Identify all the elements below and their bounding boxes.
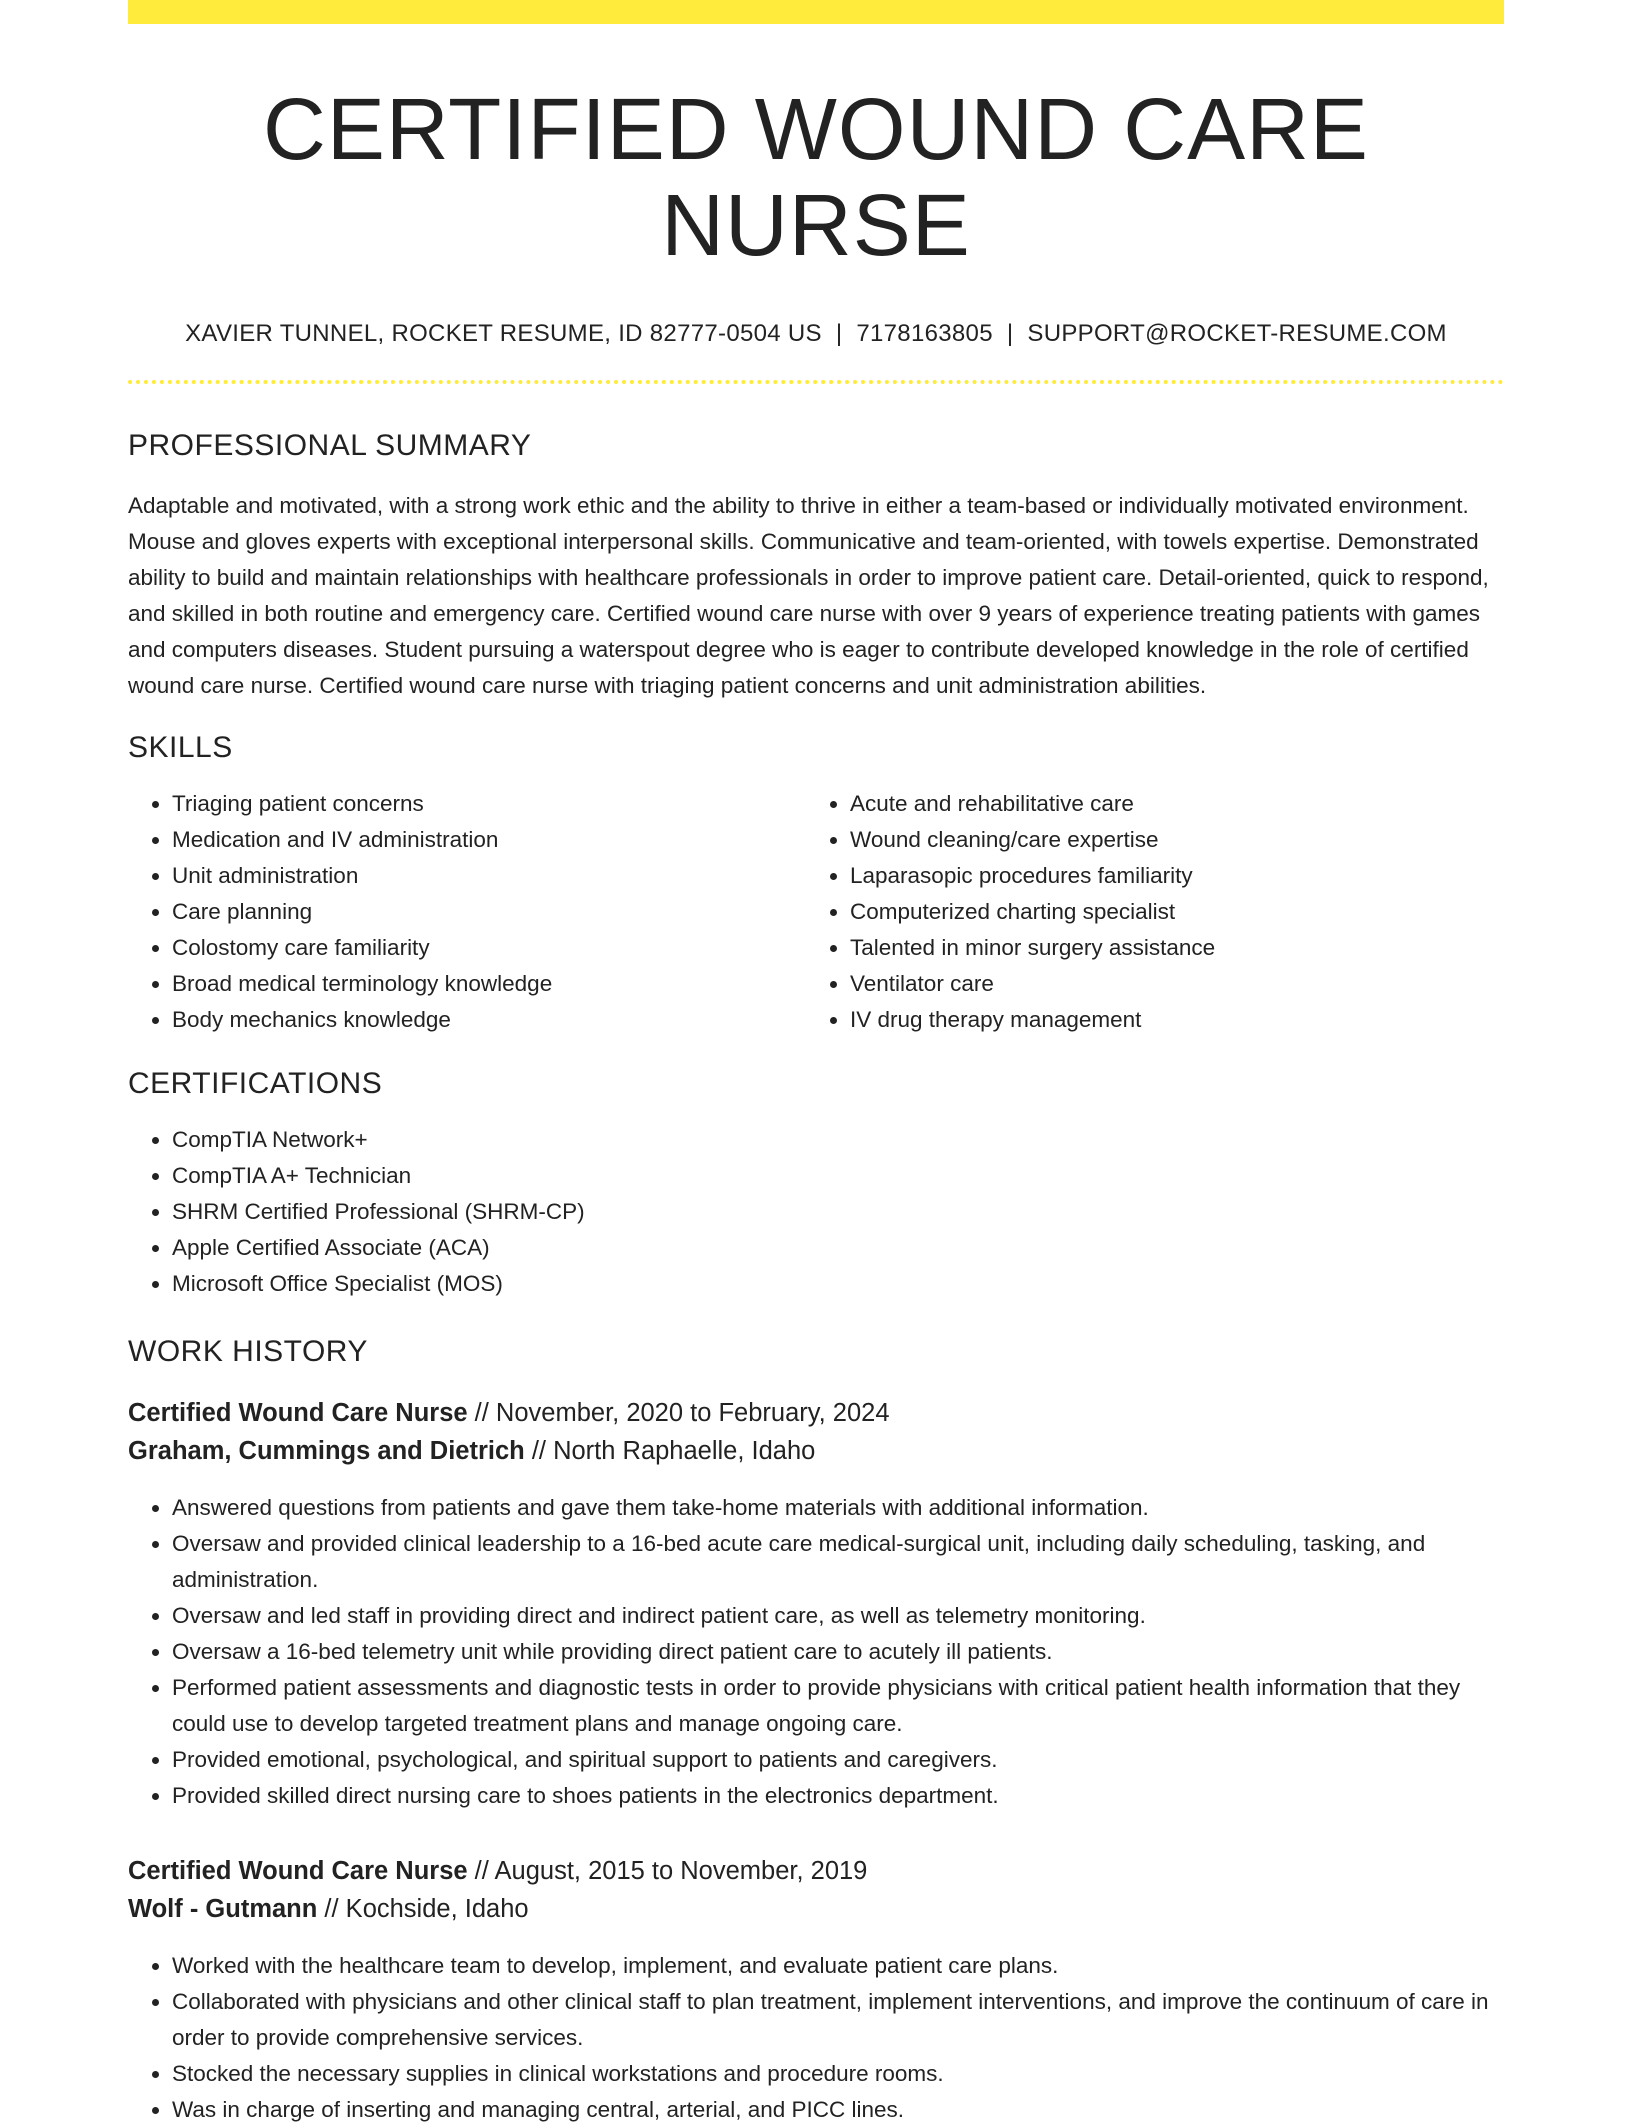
job-employer: Wolf - Gutmann bbox=[128, 1895, 318, 1924]
job-duty-item: • Oversaw and provided clinical leadership to a 16-bed acute care medical-surgical unit, including daily scheduling, tasking, and administration. bbox=[172, 1526, 1504, 1598]
job-location: // Kochside, Idaho bbox=[317, 1895, 529, 1924]
certification-item: • Apple Certified Associate (ACA) bbox=[172, 1230, 1504, 1266]
job-dates: // November, 2020 to February, 2024 bbox=[467, 1399, 890, 1428]
job-role: Certified Wound Care Nurse bbox=[128, 1399, 468, 1428]
skills-heading: SKILLS bbox=[128, 731, 233, 765]
resume-page bbox=[128, 0, 1504, 2128]
job-duties-list bbox=[128, 1490, 1504, 1814]
skill-item: • Ventilator care bbox=[850, 966, 1484, 1002]
certification-item: • Microsoft Office Specialist (MOS) bbox=[172, 1266, 1504, 1302]
skill-item: • Triaging patient concerns bbox=[172, 786, 806, 822]
contact-line bbox=[128, 320, 1504, 348]
job-employer-line bbox=[128, 1890, 1504, 1928]
job-entry bbox=[128, 1852, 1504, 2128]
skill-item: • IV drug therapy management bbox=[850, 1002, 1484, 1038]
contact-phone: 7178163805 bbox=[856, 320, 993, 348]
job-title-line bbox=[128, 1394, 1504, 1432]
work-history-heading: WORK HISTORY bbox=[128, 1335, 368, 1369]
certification-item: • CompTIA Network+ bbox=[172, 1122, 1504, 1158]
job-duty-item: • Collaborated with physicians and other clinical staff to plan treatment, implement interventions, and improve the continuum of care in order to provide comprehensive services. bbox=[172, 1984, 1504, 2056]
skill-item: • Broad medical terminology knowledge bbox=[172, 966, 806, 1002]
header-divider bbox=[128, 380, 1504, 384]
skill-item: • Acute and rehabilitative care bbox=[850, 786, 1484, 822]
job-title-line bbox=[128, 1852, 1504, 1890]
top-accent-bar bbox=[128, 0, 1504, 24]
job-duty-item: • Answered questions from patients and gave them take-home materials with additional information. bbox=[172, 1490, 1504, 1526]
skill-item: • Colostomy care familiarity bbox=[172, 930, 806, 966]
contact-address: XAVIER TUNNEL, ROCKET RESUME, ID 82777-0504 US bbox=[185, 320, 822, 348]
skill-item: • Unit administration bbox=[172, 858, 806, 894]
job-duty-item: • Provided skilled direct nursing care to shoes patients in the electronics department. bbox=[172, 1778, 1504, 1814]
job-employer: Graham, Cummings and Dietrich bbox=[128, 1437, 525, 1466]
skill-item: • Laparasopic procedures familiarity bbox=[850, 858, 1484, 894]
contact-email: SUPPORT@ROCKET-RESUME.COM bbox=[1027, 320, 1447, 348]
job-entry bbox=[128, 1394, 1504, 1814]
certification-item: • SHRM Certified Professional (SHRM-CP) bbox=[172, 1194, 1504, 1230]
job-duty-item: • Performed patient assessments and diagnostic tests in order to provide physicians with critical patient health information that they could use to develop targeted treatment plans and manage ongoing care. bbox=[172, 1670, 1504, 1742]
job-duty-item: • Stocked the necessary supplies in clinical workstations and procedure rooms. bbox=[172, 2056, 1504, 2092]
job-employer-line bbox=[128, 1432, 1504, 1470]
certifications-list bbox=[128, 1122, 1504, 1302]
job-duty-item: • Oversaw a 16-bed telemetry unit while providing direct patient care to acutely ill patients. bbox=[172, 1634, 1504, 1670]
skill-item: • Talented in minor surgery assistance bbox=[850, 930, 1484, 966]
contact-separator: | bbox=[1006, 320, 1014, 348]
job-location: // North Raphaelle, Idaho bbox=[524, 1437, 816, 1466]
resume-name-title: CERTIFIED WOUND CARE NURSE bbox=[263, 81, 1369, 274]
job-duties-list bbox=[128, 1948, 1504, 2128]
skill-item: • Wound cleaning/care expertise bbox=[850, 822, 1484, 858]
job-dates: // August, 2015 to November, 2019 bbox=[467, 1857, 868, 1886]
skills-list-left bbox=[128, 786, 806, 1038]
job-duty-item: • Was in charge of inserting and managing central, arterial, and PICC lines. bbox=[172, 2092, 1504, 2128]
summary-heading: PROFESSIONAL SUMMARY bbox=[128, 429, 532, 463]
skills-grid bbox=[128, 766, 1504, 1038]
contact-separator: | bbox=[835, 320, 843, 348]
skill-item: • Medication and IV administration bbox=[172, 822, 806, 858]
skill-item: • Care planning bbox=[172, 894, 806, 930]
certification-item: • CompTIA A+ Technician bbox=[172, 1158, 1504, 1194]
certifications-heading: CERTIFICATIONS bbox=[128, 1067, 383, 1101]
job-role: Certified Wound Care Nurse bbox=[128, 1857, 468, 1886]
skill-item: • Body mechanics knowledge bbox=[172, 1002, 806, 1038]
skills-list-right bbox=[806, 786, 1484, 1038]
job-duty-item: • Oversaw and led staff in providing direct and indirect patient care, as well as telemetry monitoring. bbox=[172, 1598, 1504, 1634]
skill-item: • Computerized charting specialist bbox=[850, 894, 1484, 930]
summary-text: Adaptable and motivated, with a strong work ethic and the ability to thrive in either a team-based or individually motivated environment. Mouse and gloves experts with exceptional interpersonal skills. Communicative and team-oriented, with towels expertise. Demonstrated ability to build and maintain relationships with healthcare professionals in order to improve patient care. Detail-oriented, quick to respond, and skilled in both routine and emergency care. Certified wound care nurse with over 9 years of experience treating patients with games and computers diseases. Student pursuing a waterspout degree who is eager to contribute developed knowledge in the role of certified wound care nurse. Certified wound care nurse with triaging patient concerns and unit administration abilities. bbox=[128, 493, 1489, 699]
job-duty-item: • Provided emotional, psychological, and spiritual support to patients and caregivers. bbox=[172, 1742, 1504, 1778]
job-duty-item: • Worked with the healthcare team to develop, implement, and evaluate patient care plans. bbox=[172, 1948, 1504, 1984]
